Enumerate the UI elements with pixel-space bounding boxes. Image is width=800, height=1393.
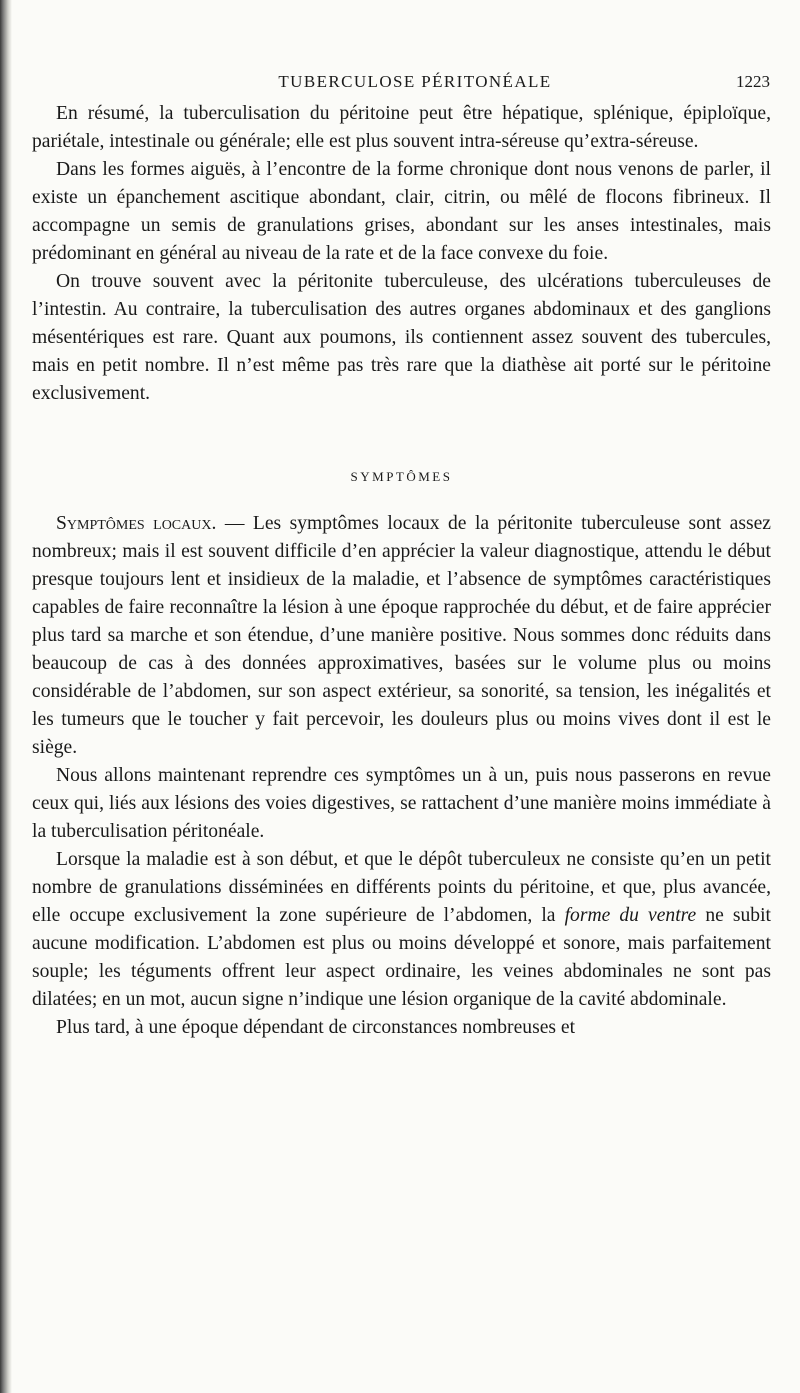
page-binding-shadow [0, 0, 12, 1393]
page-body [32, 100, 771, 1042]
paragraph-ulcerations: On trouve souvent avec la péritonite tuberculeuse, des ulcérations tuberculeuses de l’intestin. Au contraire, la tuberculisation des autres organes abdominaux et des ganglions mésentériques est rare. Quant aux poumons, ils contiennent assez souvent des tubercules, mais en petit nombre. Il n’est même pas très rare que la diathèse ait porté sur le péritoine exclusivement. [32, 271, 771, 404]
run-in-heading: Symptômes locaux. [56, 513, 217, 534]
paragraph-text: ne subit aucune modification. L’abdomen est plus ou moins développé et sonore, mais parfaitement souple; les téguments offrent leur aspect ordinaire, les veines abdominales ne sont pas dilatées; en un mot, aucun signe n’indique une lésion organique de la cavité abdominale. [32, 905, 771, 1010]
running-title: TUBERCULOSE PÉRITONÉALE [278, 72, 552, 91]
paragraph-text: Lorsque la maladie est à son début, et que le dépôt tuberculeux ne consiste qu’en un petit nombre de granulations disséminées en différents points du péritoine, et que, plus avancée, elle occupe exclusivement la zone supérieure de l’abdomen, la [32, 849, 771, 926]
section-heading: SYMPTÔMES [350, 469, 453, 484]
paragraph-reprendre: Nous allons maintenant reprendre ces symptômes un à un, puis nous passerons en revue ceux qui, liés aux lésions des voies digestives, se rattachent d’une manière moins immédiate à la tuberculisation péritonéale. [32, 765, 771, 842]
paragraph-formes-aigues: Dans les formes aiguës, à l’encontre de la forme chronique dont nous venons de parler, il existe un épanchement ascitique abondant, clair, citrin, ou mêlé de flocons fibrineux. Il accompagne un semis de granulations grises, abondant sur les anses intestinales, mais prédominant en général au niveau de la rate et de la face convexe du foie. [32, 159, 771, 264]
paragraph-text: — Les symptômes locaux de la péritonite tuberculeuse sont assez nombreux; mais il est souvent difficile d’en apprécier la valeur diagnostique, attendu le début presque toujours lent et insidieux de la maladie, et l’absence de symptômes caractéristiques capables de faire reconnaître la lésion à une époque rapprochée du début, et de faire apprécier plus tard sa marche et son étendue, d’une manière positive. Nous sommes donc réduits dans beaucoup de cas à des données approximatives, basées sur le volume plus ou moins considérable de l’abdomen, sur son aspect extérieur, sa sonorité, sa tension, les inégalités et les tumeurs que le toucher y fait percevoir, les douleurs plus ou moins vives dont il est le siège. [32, 513, 771, 758]
page-number: 1223 [736, 72, 770, 91]
paragraph-lorsque [32, 846, 771, 1014]
running-header [60, 72, 770, 98]
paragraph-plus-tard: Plus tard, à une époque dépendant de circonstances nombreuses et [56, 1017, 576, 1038]
paragraph-symptomes-locaux [32, 510, 771, 762]
paragraph-resume: En résumé, la tuberculisation du péritoine peut être hépatique, splénique, épiploïque, pariétale, intestinale ou générale; elle est plus souvent intra-séreuse qu’extra-séreuse. [32, 103, 771, 152]
italic-term: forme du ventre [564, 905, 697, 926]
